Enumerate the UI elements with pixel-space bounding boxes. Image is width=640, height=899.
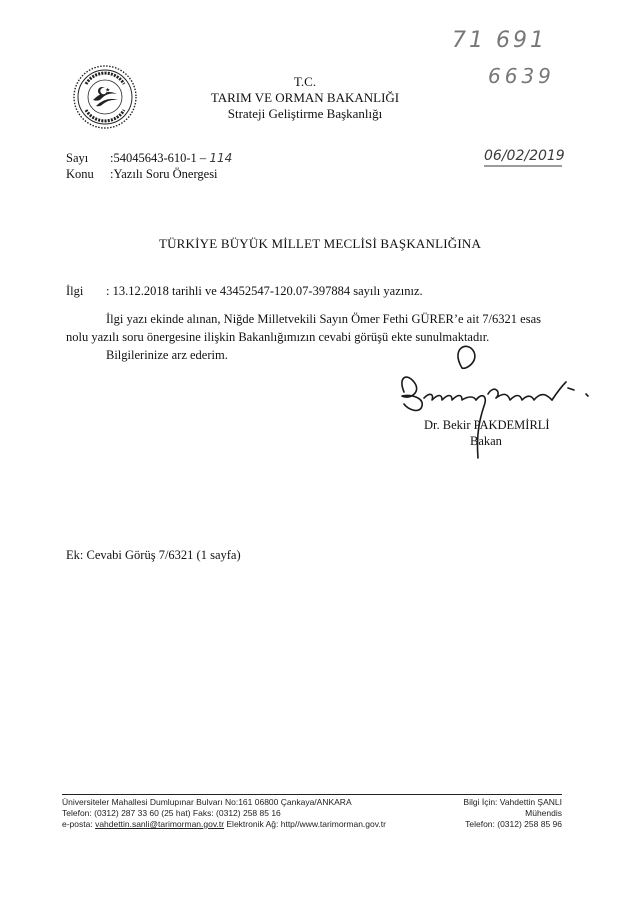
header-ministry: TARIM VE ORMAN BAKANLIĞI [210, 90, 400, 105]
sayi-number: :54045643-610-1 – [110, 151, 207, 165]
handwritten-registry-number-2: 6639 [488, 64, 555, 88]
footer-info-role: Mühendis [525, 808, 562, 818]
body-para2: Bilgilerinize arz ederim. [106, 348, 228, 362]
footer-email-link[interactable]: vahdettin.sanli@tarimorman.gov.tr [95, 819, 225, 829]
body-para1-line1: İlgi yazı ekinde alınan, Niğde Milletvekili Sayın Ömer Fethi GÜRER’e ait 7/6321 esas [106, 312, 541, 326]
header-tc: T.C. [293, 74, 317, 89]
signatory-title: Bakan [470, 434, 502, 448]
footer-network: Elektronik Ağ: http//www.tarimorman.gov.tr [224, 819, 386, 829]
footer-address: Üniversiteler Mahallesi Dumlupınar Bulvarı No:161 06800 Çankaya/ANKARA [62, 797, 352, 807]
ilgi-value: : 13.12.2018 tarihli ve 43452547-120.07-397884 sayılı yazınız. [106, 284, 423, 298]
sayi-label: Sayı [66, 151, 89, 165]
ministry-seal-logo [72, 64, 138, 130]
footer-info-contact: Bilgi İçin: Vahdettin ŞANLI [463, 797, 562, 807]
ilgi-label: İlgi [66, 284, 84, 298]
header-department: Strateji Geliştirme Başkanlığı [227, 106, 383, 121]
addressee: TÜRKİYE BÜYÜK MİLLET MECLİSİ BAŞKANLIĞINA [158, 236, 482, 251]
footer-email-label: e-posta: [62, 819, 96, 829]
konu-label: Konu [66, 167, 94, 181]
footer-info-phone: Telefon: (0312) 258 85 96 [465, 819, 562, 829]
date-underline [484, 164, 564, 168]
footer-contact [62, 819, 386, 830]
footer-phone-fax: Telefon: (0312) 287 33 60 (25 hat) Faks: (0312) 258 85 16 [62, 808, 281, 818]
konu-value: :Yazılı Soru Önergesi [110, 167, 218, 181]
sayi-handwritten-suffix: 114 [209, 151, 233, 165]
sayi-value [110, 151, 232, 166]
footer-divider [62, 794, 562, 795]
handwritten-registry-number: 71 691 [452, 28, 547, 53]
signatory-name: Dr. Bekir PAKDEMİRLİ [424, 418, 550, 432]
attachment-note: Ek: Cevabi Görüş 7/6321 (1 sayfa) [66, 548, 241, 562]
body-para1-line2: nolu yazılı soru önergesine ilişkin Bakanlığımızın cevabi görüşü ekte sunulmaktadır. [66, 330, 490, 344]
handwritten-signature [392, 338, 612, 468]
handwritten-date: 06/02/2019 [484, 148, 565, 164]
